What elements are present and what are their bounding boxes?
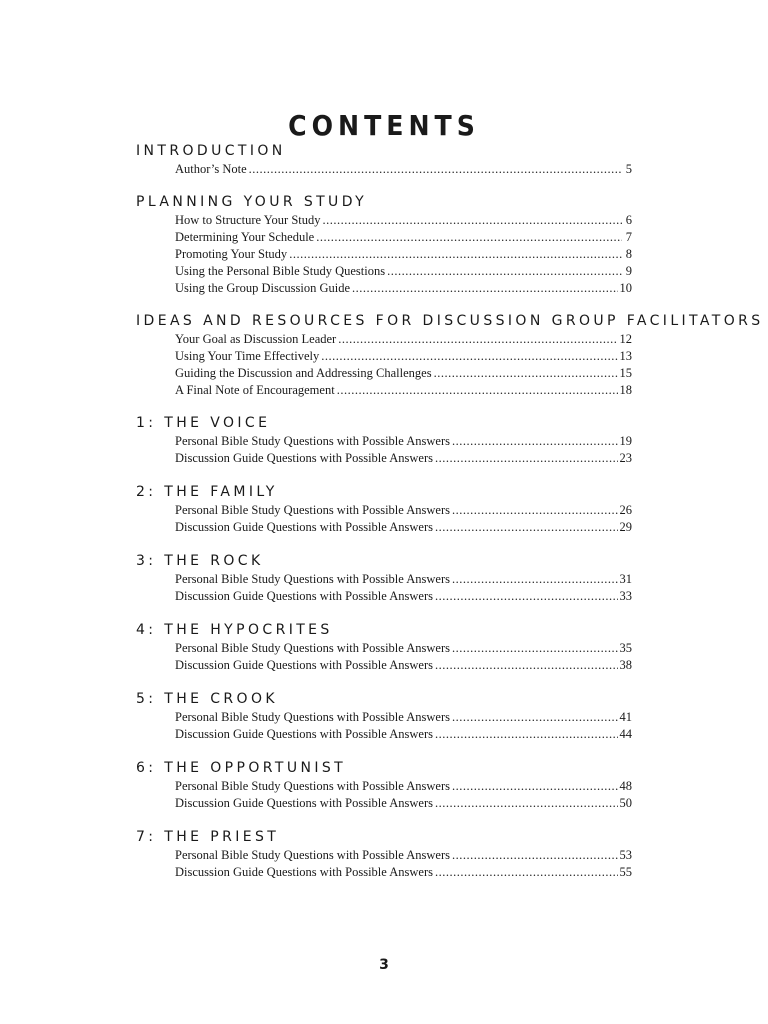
toc-entry[interactable] [175,212,632,229]
toc-entry-label: How to Structure Your Study [175,213,321,227]
toc-entry-page-number: 23 [619,451,632,465]
toc-entry[interactable] [175,657,632,674]
toc-entry-label: Using Your Time Effectively [175,349,320,363]
table-of-contents [136,142,764,881]
toc-entry-label: Discussion Guide Questions with Possible Answers [175,727,433,741]
toc-section [136,483,636,536]
section-heading: 5: THE CROOK [136,691,278,707]
dot-leader [452,847,617,864]
toc-entry-label: Discussion Guide Questions with Possible Answers [175,520,433,534]
toc-entry-page-number: 6 [625,213,632,227]
toc-entry-label: Guiding the Discussion and Addressing Challenges [175,366,432,380]
toc-section [136,621,636,674]
dot-leader [435,588,618,605]
toc-entry-page-number: 53 [619,848,632,862]
toc-entry[interactable] [175,246,632,263]
dot-leader [435,450,618,467]
toc-entry[interactable] [175,640,632,657]
toc-entry-page-number: 50 [619,796,632,810]
toc-entry-label: Personal Bible Study Questions with Possible Answers [175,779,451,793]
dot-leader [249,161,622,178]
toc-entry-page-number: 19 [619,434,632,448]
toc-entry-label: Discussion Guide Questions with Possible Answers [175,589,433,603]
toc-entry-label: Your Goal as Discussion Leader [175,332,337,346]
toc-entry[interactable] [175,847,632,864]
toc-entry[interactable] [175,365,632,382]
dot-leader [323,212,623,229]
section-heading: 3: THE ROCK [136,553,264,569]
toc-entry-label: Author’s Note [175,162,247,176]
dot-leader [316,229,622,246]
toc-entry-page-number: 31 [619,572,632,586]
toc-section [136,828,636,881]
page-number: 3 [379,957,389,973]
section-heading: 1: THE VOICE [136,415,271,431]
dot-leader [435,795,618,812]
toc-entry[interactable] [175,571,632,588]
toc-entry[interactable] [175,502,632,519]
dot-leader [434,365,618,382]
toc-entry[interactable] [175,709,632,726]
section-heading: PLANNING YOUR STUDY [136,194,368,210]
dot-leader [337,382,618,399]
toc-entry-page-number: 18 [619,383,632,397]
dot-leader [338,331,617,348]
dot-leader [387,263,622,280]
toc-entry-label: Personal Bible Study Questions with Possible Answers [175,503,451,517]
section-heading: INTRODUCTION [136,143,286,159]
toc-section [136,312,764,399]
toc-entry-page-number: 35 [619,641,632,655]
toc-entry-label: Discussion Guide Questions with Possible Answers [175,865,433,879]
toc-entry[interactable] [175,588,632,605]
toc-entry-page-number: 38 [619,658,632,672]
section-heading: 7: THE PRIEST [136,829,280,845]
dot-leader [452,778,617,795]
toc-entry-page-number: 7 [625,230,632,244]
toc-entry-page-number: 5 [625,162,632,176]
dot-leader [435,726,618,743]
dot-leader [452,640,617,657]
toc-entry-label: Determining Your Schedule [175,230,315,244]
toc-entry[interactable] [175,348,632,365]
toc-entry[interactable] [175,161,632,178]
toc-entry-page-number: 44 [619,727,632,741]
toc-entry[interactable] [175,795,632,812]
toc-entry-page-number: 41 [619,710,632,724]
toc-entry-page-number: 9 [625,264,632,278]
toc-entry[interactable] [175,864,632,881]
section-heading: 4: THE HYPOCRITES [136,622,333,638]
toc-entry-label: Discussion Guide Questions with Possible Answers [175,658,433,672]
toc-entry-page-number: 26 [619,503,632,517]
toc-entry-page-number: 29 [619,520,632,534]
toc-entry-label: Personal Bible Study Questions with Possible Answers [175,434,451,448]
toc-entry-label: Personal Bible Study Questions with Possible Answers [175,710,451,724]
toc-entry-label: Using the Personal Bible Study Questions [175,264,386,278]
toc-entry-label: Using the Group Discussion Guide [175,281,350,295]
dot-leader [452,502,617,519]
toc-entry[interactable] [175,778,632,795]
toc-entry-page-number: 33 [619,589,632,603]
toc-entry-page-number: 8 [625,247,632,261]
toc-entry[interactable] [175,263,632,280]
toc-section [136,690,636,743]
toc-entry-page-number: 10 [619,281,632,295]
dot-leader [435,864,618,881]
toc-entry[interactable] [175,229,632,246]
toc-entry[interactable] [175,331,632,348]
toc-entry-label: Personal Bible Study Questions with Possible Answers [175,572,451,586]
dot-leader [289,246,622,263]
section-heading: IDEAS AND RESOURCES FOR DISCUSSION GROUP FACILITATORS [136,313,764,329]
page-title: CONTENTS [288,108,480,142]
section-heading: 2: THE FAMILY [136,484,278,500]
dot-leader [452,709,617,726]
toc-entry-label: A Final Note of Encouragement [175,383,335,397]
toc-section [136,142,636,178]
toc-entry-page-number: 48 [619,779,632,793]
toc-entry-page-number: 15 [619,366,632,380]
toc-section [136,414,636,467]
dot-leader [452,571,617,588]
toc-entry-label: Promoting Your Study [175,247,288,261]
dot-leader [435,657,618,674]
toc-section [136,759,636,812]
toc-entry-label: Personal Bible Study Questions with Possible Answers [175,848,451,862]
toc-entry-label: Personal Bible Study Questions with Possible Answers [175,641,451,655]
toc-section [136,193,636,297]
toc-entry-label: Discussion Guide Questions with Possible Answers [175,796,433,810]
toc-entry[interactable] [175,382,632,399]
toc-entry[interactable] [175,450,632,467]
section-heading: 6: THE OPPORTUNIST [136,760,347,776]
toc-entry-page-number: 55 [619,865,632,879]
toc-entry[interactable] [175,726,632,743]
toc-entry[interactable] [175,280,632,297]
toc-entry-page-number: 13 [619,349,632,363]
dot-leader [435,519,618,536]
toc-entry[interactable] [175,433,632,450]
toc-entry-label: Discussion Guide Questions with Possible Answers [175,451,433,465]
dot-leader [321,348,617,365]
dot-leader [452,433,617,450]
dot-leader [352,280,618,297]
toc-entry[interactable] [175,519,632,536]
toc-entry-page-number: 12 [619,332,632,346]
toc-section [136,552,636,605]
